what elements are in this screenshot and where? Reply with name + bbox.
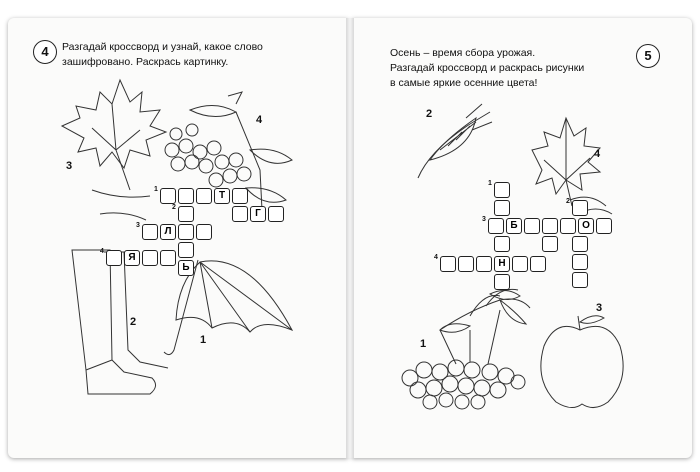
instruction-right-line1: Осень – время сбора урожая. (390, 47, 536, 59)
crossword-cell[interactable] (268, 206, 284, 222)
crossword-cell[interactable] (494, 236, 510, 252)
picture-number: 1 (200, 334, 207, 346)
crossword-cell[interactable] (494, 274, 510, 290)
crossword-letter: Б (510, 220, 518, 231)
crossword-cell[interactable] (214, 188, 230, 204)
crossword-cell[interactable] (458, 256, 474, 272)
picture-number: 2 (426, 108, 433, 120)
page-number-right: 5 (636, 44, 660, 68)
right-maple-leaf-drawing (532, 118, 600, 206)
crossword-cell[interactable] (178, 188, 194, 204)
crossword-cell[interactable] (434, 254, 456, 272)
instruction-right-line3: в самые яркие осенние цвета! (390, 77, 538, 89)
crossword-cell[interactable] (578, 218, 594, 234)
crossword-letter: Л (164, 226, 172, 237)
crossword-cell[interactable] (542, 218, 558, 234)
picture-number: 4 (256, 114, 263, 126)
crossword-cell[interactable] (142, 250, 158, 266)
crossword-cell[interactable] (530, 256, 546, 272)
crossword-cell[interactable] (196, 188, 212, 204)
picture-number: 2 (130, 316, 137, 328)
maple-leaf-drawing (62, 80, 166, 190)
crossword-cell[interactable] (512, 256, 528, 272)
crossword-letter: Я (128, 252, 136, 263)
crossword-letter: О (582, 220, 590, 231)
crossword-cell[interactable] (488, 180, 510, 198)
instruction-right-line2: Разгадай кроссворд и раскрась рисунки (390, 62, 585, 74)
crossword-cell[interactable] (494, 256, 510, 272)
page-number-left: 4 (33, 40, 57, 64)
rowan-branch-drawing (440, 289, 530, 332)
crossword-cell[interactable] (560, 218, 576, 234)
crossword-cell[interactable] (572, 254, 588, 270)
crossword-cell[interactable] (572, 272, 588, 288)
crossword-cell[interactable] (596, 218, 612, 234)
clue-number: 2 (172, 204, 176, 211)
berry-cluster-drawing (165, 124, 251, 187)
clue-number: 1 (488, 180, 492, 187)
crossword-cell[interactable] (136, 222, 158, 240)
crossword-cell[interactable] (494, 200, 510, 216)
crossword-cell[interactable] (196, 224, 212, 240)
instruction-left-line1: Разгадай кроссворд и узнай, какое слово (62, 41, 263, 53)
picture-number: 1 (420, 338, 427, 350)
crossword-cell[interactable] (572, 236, 588, 252)
crossword-cell[interactable] (154, 186, 176, 204)
rubber-boots-drawing (72, 250, 168, 394)
clue-number: 2 (566, 198, 570, 205)
picture-number: 4 (594, 148, 601, 160)
crossword-letter: Ь (182, 262, 190, 273)
crossword-cell[interactable] (124, 250, 140, 266)
crossword-cell[interactable] (542, 236, 558, 252)
crossword-cell[interactable] (506, 218, 522, 234)
crossword-letter: Н (498, 258, 506, 269)
crossword-letter: Т (218, 190, 226, 201)
crossword-cell[interactable] (566, 198, 588, 216)
crossword-cell[interactable] (160, 224, 176, 240)
crossword-cell[interactable] (476, 256, 492, 272)
crossword-cell[interactable] (178, 260, 194, 276)
clue-number: 4 (100, 248, 104, 255)
crossword-cell[interactable] (524, 218, 540, 234)
clue-number: 4 (434, 254, 438, 261)
crossword-cell[interactable] (172, 204, 194, 222)
crossword-cell[interactable] (178, 224, 194, 240)
picture-number: 3 (66, 160, 73, 172)
crossword-cell[interactable] (100, 248, 122, 266)
crossword-letter: Г (255, 208, 261, 219)
clue-number: 3 (136, 222, 140, 229)
instruction-left-line2: зашифровано. Раскрась картинку. (62, 56, 229, 68)
crossword-cell[interactable] (178, 242, 194, 258)
crossword-cell[interactable] (232, 188, 248, 204)
apple-drawing (541, 316, 623, 408)
crossword-cell[interactable] (482, 216, 504, 234)
picture-number: 3 (596, 302, 603, 314)
crossword-cell[interactable] (232, 206, 248, 222)
clue-number: 3 (482, 216, 486, 223)
crossword-cell[interactable] (250, 206, 266, 222)
crossword-cell[interactable] (160, 250, 176, 266)
clue-number: 1 (154, 186, 158, 193)
